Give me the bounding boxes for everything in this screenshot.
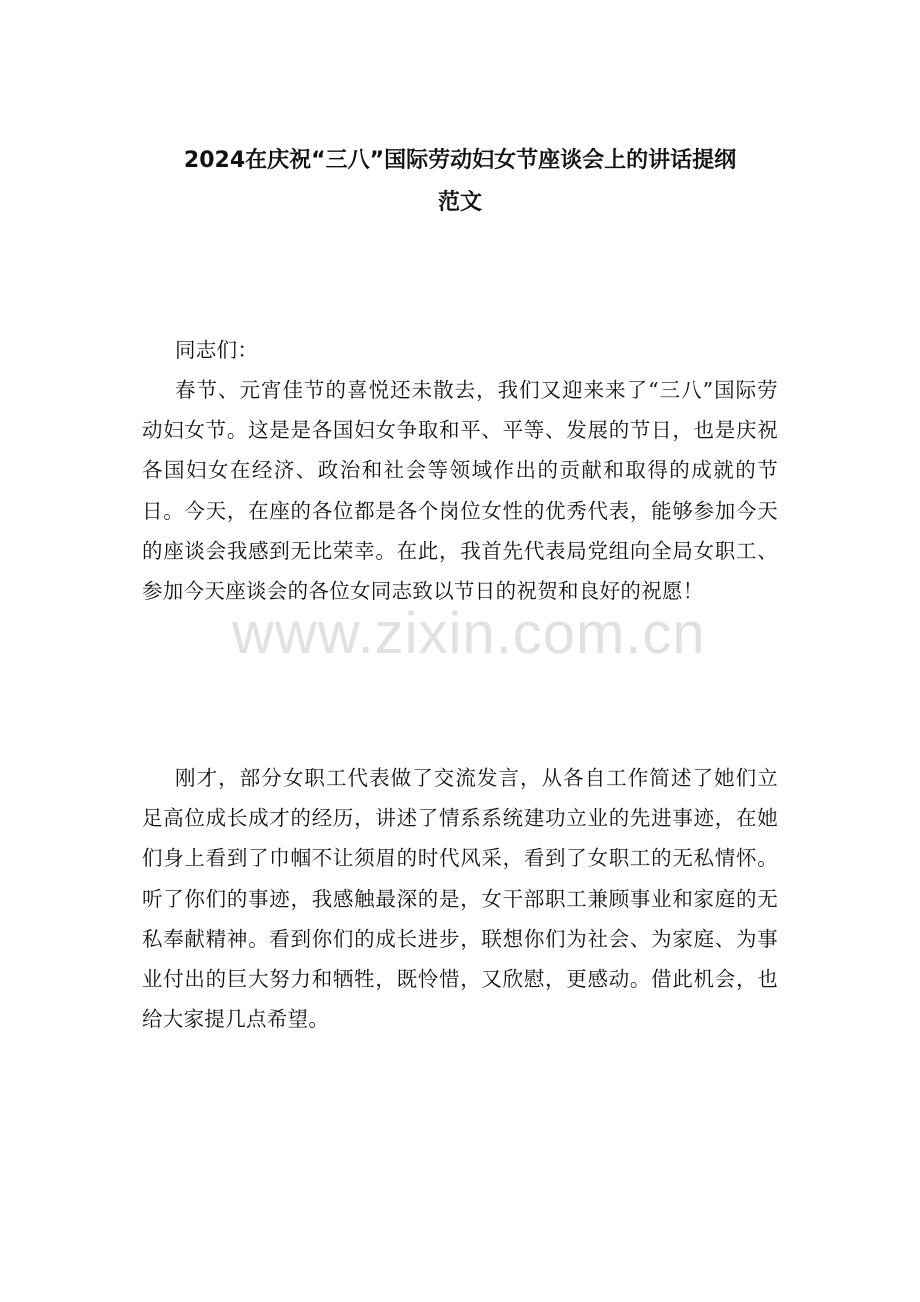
title-line-2: 范文: [437, 190, 482, 215]
paragraph-2: 刚才，部分女职工代表做了交流发言，从各自工作简述了她们立足高位成长成才的经历，讲述了情系系统建功立业的先进事迹，在她们身上看到了巾帼不让须眉的时代风采，看到了女职工的无私情怀。听了你们的事迹，我感触最深的是，女干部职工兼顾事业和家庭的无私奉献精神。看到你们的成长进步，联想你们为社会、为家庭、为事业付出的巨大努力和牺牲，既怜惜，又欣慰，更感动。借此机会，也给大家提几点希望。: [142, 766, 778, 1032]
watermark: www.zixin.com.cn: [232, 601, 706, 666]
paragraph-1: 春节、元宵佳节的喜悦还未散去，我们又迎来来了“三八”国际劳动妇女节。这是是各国妇女争取和平、平等、发展的节日，也是庆祝各国妇女在经济、政治和社会等领域作出的贡献和取得的成就的节日。今天，在座的各位都是各个岗位女性的优秀代表，能够参加今天的座谈会我感到无比荣幸。在此，我首先代表局党组向全局女职工、参加今天座谈会的各位女同志致以节日的祝贺和良好的祝愿！: [142, 378, 778, 604]
document-title: [128, 140, 792, 224]
greeting: 同志们：: [175, 338, 259, 362]
title-line-1: 2024在庆祝“三八”国际劳动妇女节座谈会上的讲话提纲: [183, 148, 737, 173]
